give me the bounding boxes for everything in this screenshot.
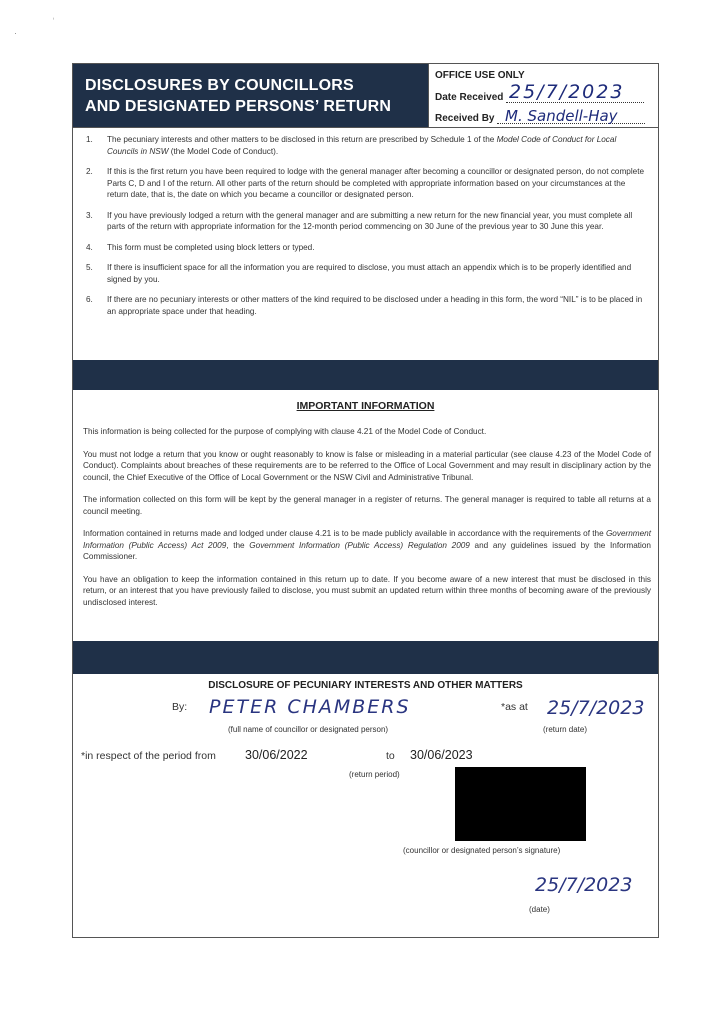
info-paragraph: You must not lodge a return that you know or ought reasonably to know is false or misleading in a material particular (see clause 4.23 of the Model Code of Conduct). Complaints about breaches of these requirements are to be referred to the Office of Local Government and may result in disciplinary action by the council, the Chief Executive of the Office of Local Government or the NSW Civil and Administrative Tribunal. (83, 449, 651, 482)
date-caption: (date) (529, 905, 550, 914)
office-use-box (428, 64, 659, 127)
office-use-title: OFFICE USE ONLY (435, 70, 525, 81)
scan-speck: · (14, 28, 17, 38)
date-received-label: Date Received (435, 92, 504, 103)
scan-speck: ˒ (52, 12, 55, 22)
form-title-line1: DISCLOSURES BY COUNCILLORS (85, 77, 354, 94)
return-date-caption: (return date) (543, 725, 588, 734)
return-form (72, 63, 659, 938)
date-received-value: 25/7/2023 (509, 81, 625, 103)
instruction-item: 2. If this is the first return you have been required to lodge with the general manager after becoming a councillor or designated person, do not complete Parts C, D and I of the return. All other parts of the return should be completed with appropriate information based on your circumstances at the return date, that is, the date on which you became a councillor or designated person. (86, 167, 645, 199)
name-caption: (full name of councillor or designated person) (228, 725, 389, 734)
signed-date-value[interactable]: 25/7/2023 (535, 874, 633, 896)
received-by-label: Received By (435, 113, 495, 124)
as-at-label: *as at (501, 701, 528, 713)
by-label: By: (172, 701, 188, 713)
info-paragraph: The information collected on this form will be kept by the general manager in a register of returns. The general manager is required to table all returns at a council meeting. (83, 495, 651, 516)
section-band (73, 360, 658, 390)
info-paragraph: Information contained in returns made and lodged under clause 4.21 is to be made publicly available in accordance with the requirements of the Government Information (Public Access) Act 2009, the Government Information (Public Access) Regulation 2009 and any guidelines issued by the Information Commissioner. (83, 529, 651, 561)
return-date-value[interactable]: 25/7/2023 (547, 697, 645, 719)
councillor-name[interactable]: PETER CHAMBERS (209, 696, 411, 718)
signature-caption: (councillor or designated person’s signature) (403, 846, 561, 855)
form-title-line2: AND DESIGNATED PERSONS’ RETURN (85, 98, 392, 115)
instruction-item: 1. The pecuniary interests and other matters to be disclosed in this return are prescribed by Schedule 1 of the Model Code of Conduct for Local Councils in NSW (the Model Code of Conduct). (86, 135, 617, 156)
info-paragraph: You have an obligation to keep the information contained in this return up to date. If you become aware of a new interest that must be disclosed in this return, or an interest that you have previously failed to disclose, you must submit an updated return within three months of becoming aware of the previously undisclosed interest. (83, 574, 651, 607)
period-label: *in respect of the period from (81, 750, 216, 762)
return-period-caption: (return period) (349, 770, 400, 779)
received-by-value: M. Sandell-Hay (505, 107, 618, 125)
header-divider (73, 127, 658, 128)
instruction-item: 6. If there are no pecuniary interests or other matters of the kind required to be disclosed under a heading in this form, the word “NIL” is to be placed in an appropriate space under that heading. (86, 295, 643, 316)
period-to-value[interactable]: 30/06/2023 (410, 748, 473, 762)
period-from-value[interactable]: 30/06/2022 (245, 748, 308, 762)
info-paragraph: This information is being collected for the purpose of complying with clause 4.21 of the Model Code of Conduct. (83, 427, 487, 436)
important-information-body (83, 426, 651, 619)
instruction-item: 4. This form must be completed using block letters or typed. (86, 242, 315, 252)
instruction-item: 3. If you have previously lodged a return with the general manager and are submitting a new return for the new financial year, you must complete all parts of the return with appropriate information for the 12-month period commencing on 30 June of the previous year to 30 June this year. (86, 210, 633, 231)
instructions-list (73, 134, 653, 326)
section-band (73, 641, 658, 674)
period-to-label: to (386, 750, 395, 762)
disclosure-title: DISCLOSURE OF PECUNIARY INTERESTS AND OTHER MATTERS (208, 680, 523, 691)
form-header (73, 64, 428, 127)
important-information-title: IMPORTANT INFORMATION (296, 400, 435, 412)
redacted-signature (455, 767, 586, 841)
instruction-item: 5. If there is insufficient space for all the information you are required to disclose, you must attach an appendix which is to be properly identified and signed by you. (86, 263, 632, 284)
